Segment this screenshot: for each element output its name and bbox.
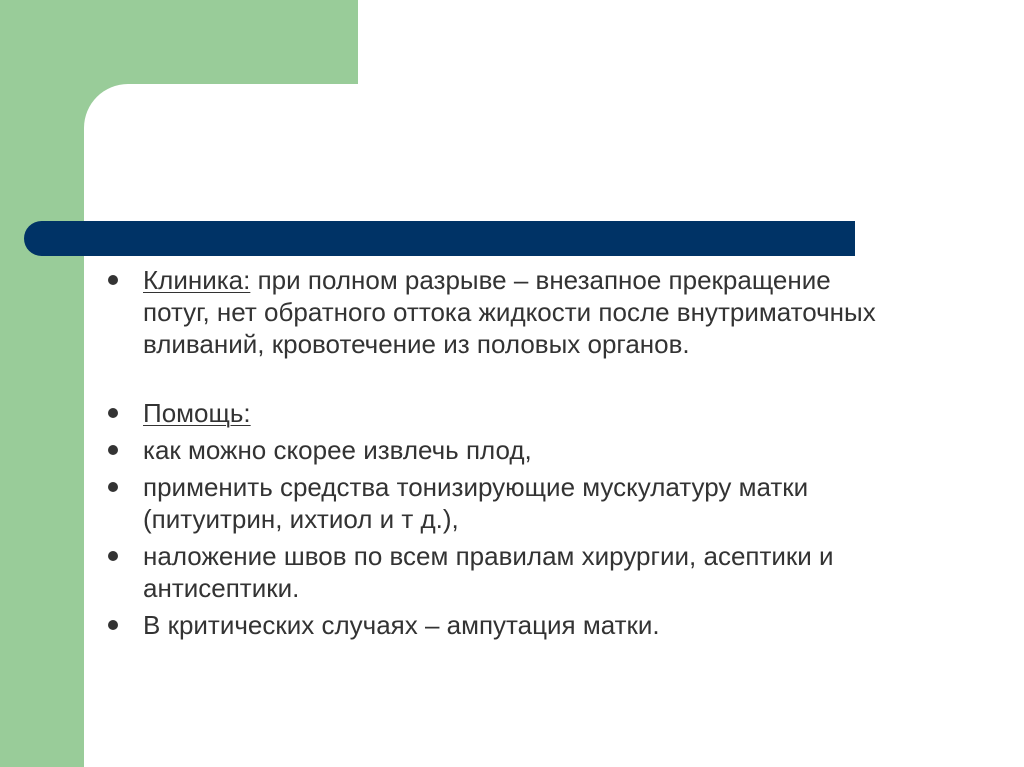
bullet-dot-icon <box>108 482 118 492</box>
bullet-item-clinic <box>104 264 884 360</box>
bullet-text: применить средства тонизирующие мускулатуру матки (питуитрин, ихтиол и т д.), <box>143 472 809 534</box>
clinic-label: Клиника: <box>143 265 251 295</box>
bullet-dot-icon <box>108 551 118 561</box>
bullet-item-tonic <box>104 471 884 535</box>
bullet-dot-icon <box>108 275 118 285</box>
title-bar <box>24 221 855 256</box>
bullet-text: как можно скорее извлечь плод, <box>143 435 532 465</box>
clinic-text: при полном разрыве – внезапное прекращение потуг, нет обратного оттока жидкости после внутриматочных вливаний, кровотечение из половых органов. <box>143 265 876 359</box>
bullet-list <box>104 264 884 641</box>
bullet-item-extract <box>104 434 884 466</box>
bullet-item-help <box>104 397 884 429</box>
bullet-text: наложение швов по всем правилам хирургии, асептики и антисептики. <box>143 541 834 603</box>
bullet-dot-icon <box>108 445 118 455</box>
help-label: Помощь: <box>143 398 251 428</box>
bullet-text: В критических случаях – ампутация матки. <box>143 610 660 640</box>
bullet-dot-icon <box>108 620 118 630</box>
bullet-dot-icon <box>108 408 118 418</box>
bullet-item-sutures <box>104 540 884 604</box>
bullet-item-critical <box>104 609 884 641</box>
